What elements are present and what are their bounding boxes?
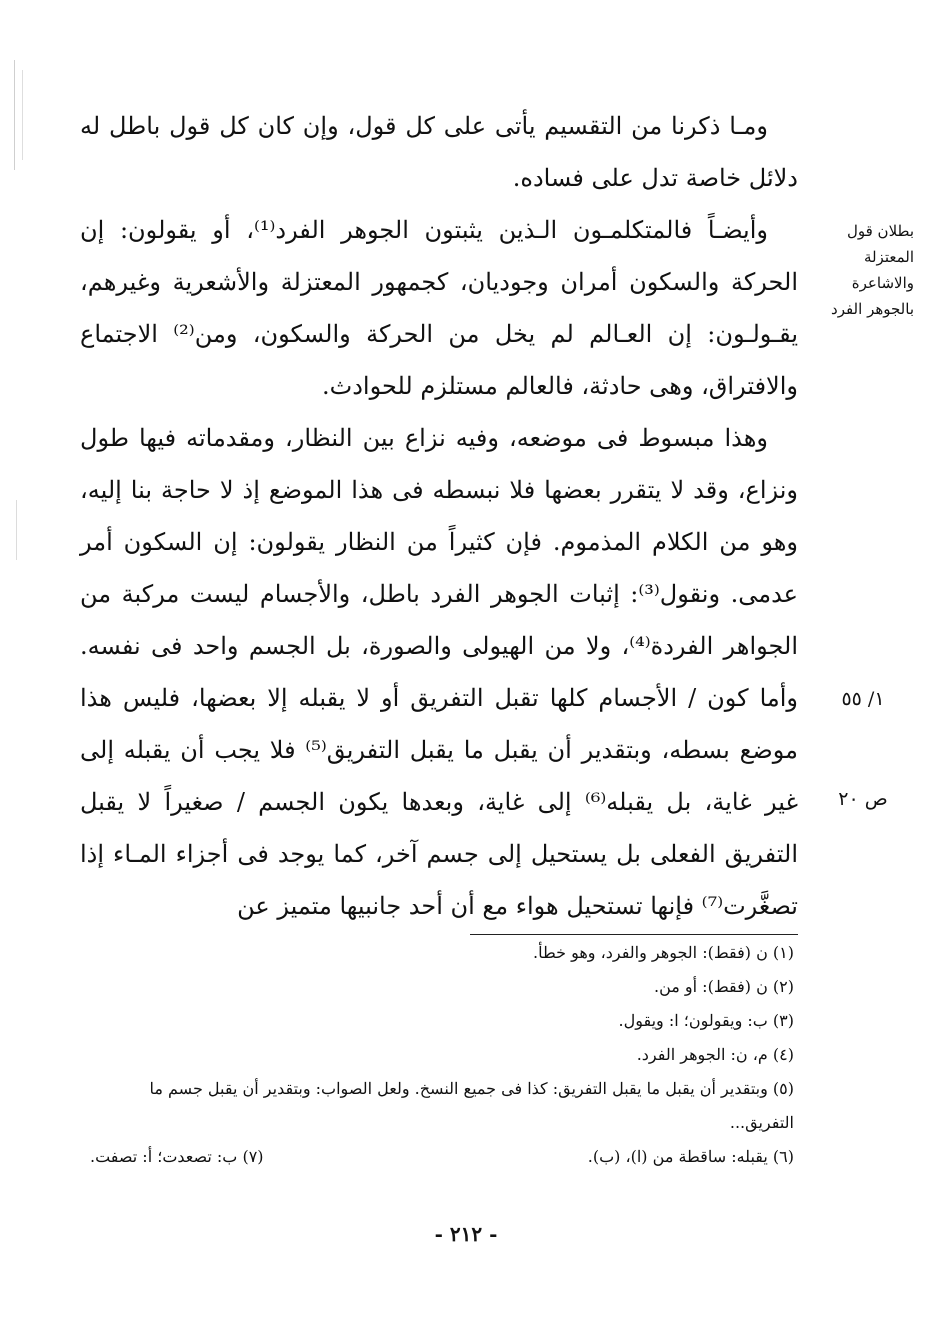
footnote-7: (٧) ب: تصعدت؛ أ: تصفت. — [90, 1147, 264, 1166]
margin-page-reference: ١/ ٥٥ — [841, 688, 885, 710]
margin-note: بطلان قول المعتزلة والاشاعرة بالجوهر الفرد — [831, 222, 914, 318]
footnote-6: (٦) يقبله: ساقطة من (ا)، (ب). — [587, 1147, 794, 1166]
scan-edge-mark — [14, 60, 15, 170]
scan-edge-mark — [16, 500, 17, 560]
paragraph-1: ومـا ذكرنا من التقسيم يأتى على كل قول، وإن كان كل قول باطل له دلائل خاصة تدل على فساده. — [80, 112, 798, 192]
footnote-row — [90, 1140, 794, 1174]
footnote-5: (٥) وبتقدير أن يقبل ما يقبل التفريق: كذا فى جميع النسخ. ولعل الصواب: وبتقدير أن يقبل جسم ما التفريق... — [149, 1079, 794, 1132]
footnotes — [90, 936, 794, 1174]
main-text — [80, 100, 798, 932]
scan-edge-mark — [22, 70, 23, 160]
footnote-1: (١) ن (فقط): الجوهر والفرد، وهو خطأ. — [533, 943, 794, 962]
margin-page-reference: ص ٢٠ — [838, 788, 888, 810]
footnote-4: (٤) م، ن: الجوهر الفرد. — [636, 1045, 794, 1064]
footnote-separator — [470, 934, 798, 935]
footnote-2: (٢) ن (فقط): أو من. — [654, 977, 794, 996]
page-number: - ٢١٢ - — [434, 1222, 498, 1246]
paragraph-2: وأيضـاً فالمتكلمـون الـذين يثبتون الجوهر الفرد⁽¹⁾، أو يقولون: إن الحركة والسكون أمران وجوديان، كجمهور المعتزلة والأشعرية وغيرهم، يقـولـون: إن العـالم لم يخل من الحركة والسكون، ومن⁽²⁾ الاجتماع والافتراق، وهى حادثة، فالعالم مستلزم للحوادث. — [80, 216, 799, 400]
footnote-3: (٣) ب: ويقولون؛ ا: ويقول. — [618, 1011, 794, 1030]
paragraph-3: وهذا مبسوط فى موضعه، وفيه نزاع بين النظار، ومقدماته فيها طول ونزاع، وقد لا يتقرر بعضها فلا نبسطه فى هذا الموضع إذ لا حاجة بنا إليه، وهو من الكلام المذموم. فإن كثيراً من النظار يقولون: إن السكون أمر عدمى. ونقول⁽³⁾: إثبات الجوهر الفرد باطل، والأجسام ليست مركبة من الجواهر الفردة⁽⁴⁾، ولا من الهيولى والصورة، بل الجسم واحد فى نفسه. وأما كون / الأجسام كلها تقبل التفريق أو لا يقبله إلا بعضها، فليس هذا موضع بسطه، وبتقدير أن يقبل ما يقبل التفريق⁽⁵⁾ فلا يجب أن يقبله إلى غير غاية، بل يقبله⁽⁶⁾ إلى غاية، وبعدها يكون الجسم / صغيراً لا يقبل التفريق الفعلى بل يستحيل إلى جسم آخر، كما يوجد فى أجزاء المـاء إذا تصغَّرت⁽⁷⁾ فإنها تستحيل هواء مع أن أحد جانبيها متميز عن — [80, 424, 798, 920]
